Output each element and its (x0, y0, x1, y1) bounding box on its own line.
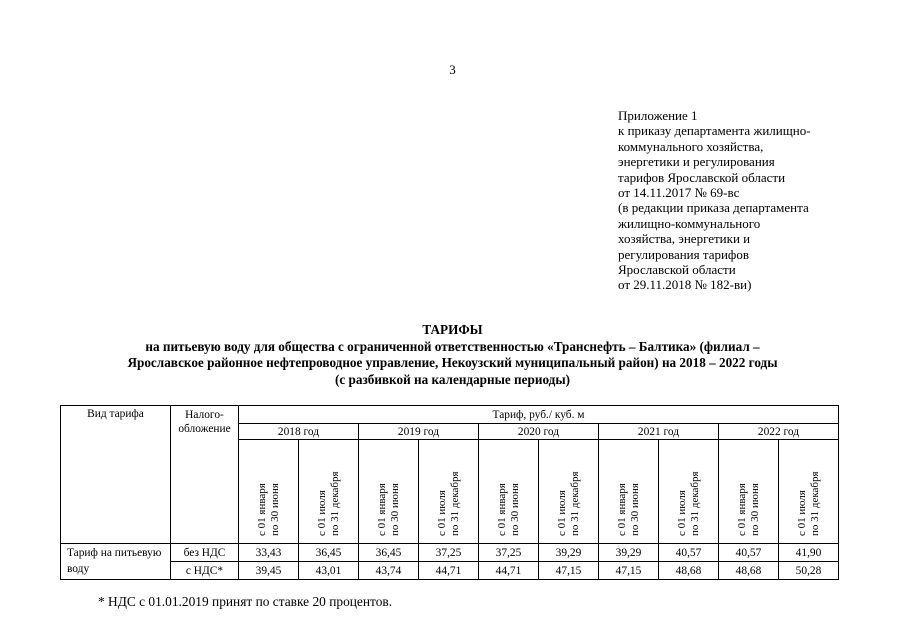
appendix-line: энергетики и регулирования (618, 154, 775, 170)
value-cell: 37,25 (479, 544, 539, 562)
header-period-line: с 01 июля (315, 489, 328, 536)
value-cell: 44,71 (419, 562, 479, 580)
header-year: 2022 год (719, 424, 839, 440)
appendix-line: к приказу департамента жилищно- (618, 123, 811, 139)
header-period-line: по 30 июня (388, 482, 401, 536)
header-period-line: с 01 июля (435, 489, 448, 536)
appendix-line: тарифов Ярославской области (618, 169, 786, 185)
value-cell: 36,45 (359, 544, 419, 562)
header-period-line: с 01 июля (675, 489, 688, 536)
header-period-line: по 31 декабря (448, 470, 461, 536)
header-period (719, 440, 779, 544)
value-cell: 43,01 (299, 562, 359, 580)
value-cell: 40,57 (719, 544, 779, 562)
value-cell: 47,15 (539, 562, 599, 580)
footnote: * НДС с 01.01.2019 принят по ставке 20 процентов. (98, 594, 393, 609)
header-period-line: по 31 декабря (568, 470, 581, 536)
value-cell: 39,45 (239, 562, 299, 580)
header-period (419, 440, 479, 544)
header-period-line: по 30 июня (508, 482, 521, 536)
tariff-table (60, 405, 839, 580)
value-cell: 33,43 (239, 544, 299, 562)
appendix-line: Приложение 1 (618, 108, 698, 123)
title-line: Ярославское районное нефтепроводное управление, Некоузский муниципальный район) на 2018 – 2022 годы (127, 355, 778, 370)
header-period (299, 440, 359, 544)
header-taxation (171, 406, 239, 544)
page-number: 3 (449, 62, 456, 77)
header-period (359, 440, 419, 544)
title-line: (с разбивкой на календарные периоды) (334, 371, 571, 387)
header-period-line: по 31 декабря (808, 470, 821, 536)
value-cell: 36,45 (299, 544, 359, 562)
value-cell: 44,71 (479, 562, 539, 580)
header-period-line: по 31 декабря (328, 470, 341, 536)
header-year: 2019 год (359, 424, 479, 440)
header-period-line: с 01 января (615, 482, 628, 536)
value-cell: 37,25 (419, 544, 479, 562)
value-cell: 41,90 (779, 544, 839, 562)
value-cell: 39,29 (539, 544, 599, 562)
header-year: 2018 год (239, 424, 359, 440)
header-period-line: по 30 июня (748, 482, 761, 536)
tariff-name: Тариф на питьевую воду (61, 544, 171, 580)
appendix-line: коммунального хозяйства, (618, 138, 764, 154)
appendix-line: регулирования тарифов (618, 246, 749, 262)
header-period-line: с 01 января (735, 482, 748, 536)
value-cell: 48,68 (659, 562, 719, 580)
header-period-line: по 31 декабря (688, 470, 701, 536)
header-period (239, 440, 299, 544)
value-cell: 50,28 (779, 562, 839, 580)
header-period (779, 440, 839, 544)
title-line: на питьевую воду для общества с ограниченной ответственностью «Транснефть – Балтика» (филиал – (145, 338, 760, 354)
header-period (539, 440, 599, 544)
tax-cell: с НДС* (171, 562, 239, 580)
header-year: 2021 год (599, 424, 719, 440)
header-tariff-type: Вид тарифа (61, 406, 171, 544)
header-period-line: с 01 января (495, 482, 508, 536)
appendix-line: жилищно-коммунального (618, 215, 761, 231)
appendix-block (618, 108, 878, 293)
appendix-line: от 14.11.2017 № 69-вс (618, 185, 740, 201)
value-cell: 40,57 (659, 544, 719, 562)
header-period (659, 440, 719, 544)
header-period-line: с 01 июля (795, 489, 808, 536)
header-taxation-line1: Налого- (185, 409, 224, 421)
value-cell: 48,68 (719, 562, 779, 580)
appendix-line: (в редакции приказа департамента (618, 200, 809, 216)
header-period-line: по 30 июня (268, 482, 281, 536)
header-period (599, 440, 659, 544)
appendix-line: хозяйства, энергетики и (618, 231, 751, 247)
header-period (479, 440, 539, 544)
header-period-line: с 01 января (255, 482, 268, 536)
table-row (61, 544, 839, 562)
title-heading: ТАРИФЫ (422, 322, 483, 337)
value-cell: 39,29 (599, 544, 659, 562)
table-row (61, 562, 839, 580)
value-cell: 47,15 (599, 562, 659, 580)
header-period-line: с 01 июля (555, 489, 568, 536)
value-cell: 43,74 (359, 562, 419, 580)
header-period-line: по 30 июня (628, 482, 641, 536)
appendix-line: от 29.11.2018 № 182-ви) (618, 277, 752, 293)
header-period-line: с 01 января (375, 482, 388, 536)
header-taxation-line2: обложение (178, 423, 231, 435)
header-tariff-unit: Тариф, руб./ куб. м (239, 406, 839, 424)
header-year: 2020 год (479, 424, 599, 440)
document-title (0, 322, 905, 388)
appendix-line: Ярославской области (618, 262, 736, 278)
tax-cell: без НДС (171, 544, 239, 562)
